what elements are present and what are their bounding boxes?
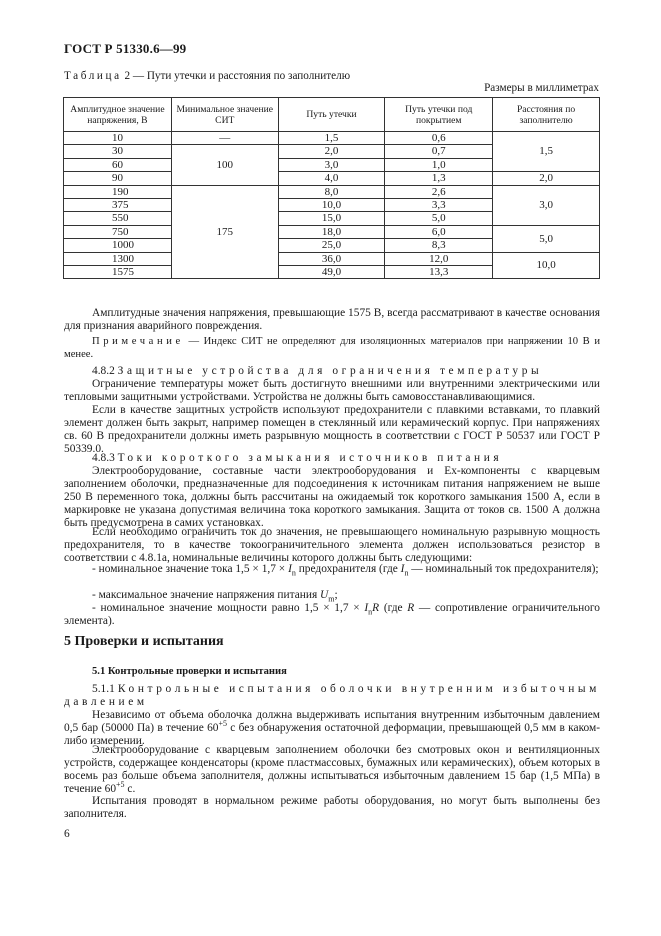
cell-voltage: 60 xyxy=(64,158,172,171)
cell-creep: 25,0 xyxy=(278,239,385,252)
table-header-row xyxy=(64,98,600,132)
list-text: (где xyxy=(379,602,408,614)
cell-distance: 3,0 xyxy=(493,185,600,225)
section-4-8-3-heading xyxy=(64,452,600,465)
cell-creep: 18,0 xyxy=(278,225,385,238)
superscript: +5 xyxy=(218,719,227,729)
cell-voltage: 550 xyxy=(64,212,172,225)
header-sit: Минимальное значение СИТ xyxy=(171,98,278,132)
list-text: ; xyxy=(334,589,338,601)
paragraph-text: Электрооборудование с кварцевым заполнением оболочки без смотровых окон и вентиляционных устройств, содержащее конденсаторы (кроме пластмассовых, бумажных или керамических), объем которых в восемь раз больше объема заполнителя, должны испытываться избыточным давлением 15 бар (1,5 МПа) в течение 60 xyxy=(64,744,600,795)
list-text: — номинальный ток предохранителя); xyxy=(408,563,599,575)
table-caption-title: 2 — Пути утечки и расстояния по заполнителю xyxy=(124,70,351,82)
cell-creep-coated: 3,3 xyxy=(385,199,493,212)
paragraph-4-8-2-1: Ограничение температуры может быть достигнуто внешними или внутренними электрическими или тепловыми защитными устройствами. Устройства не должны быть самовосстанавливающимися. xyxy=(64,378,600,403)
section-5-1-heading: 5.1 Контрольные проверки и испытания xyxy=(92,666,287,677)
section-title: Контрольные испытания оболочки внутренним избыточным давлением xyxy=(64,683,600,708)
list-text: - номинальное значение мощности равно 1,5 × 1,7 × xyxy=(92,602,365,614)
list-text: предохранителя (где xyxy=(295,563,401,575)
cell-creep: 3,0 xyxy=(278,158,385,171)
cell-creep-coated: 1,3 xyxy=(385,172,493,185)
paragraph-4-8-3-1: Электрооборудование, составные части электрооборудования и Ex-компоненты с кварцевым заполнением оболочки, предназначенные для подсоединения к источникам питания напряжением не выше 250 В переменного тока, должны быть рассчитаны на ожидаемый ток короткого замыкания 1500 А, если в маркировке не указана допустимая величина тока короткого замыкания. Защита от токов св. 1500 А должна быть предусмотрена в самих установках. xyxy=(64,465,600,529)
section-number: 5.1.1 xyxy=(92,683,118,695)
list-item-voltage xyxy=(64,589,600,602)
cell-voltage: 10 xyxy=(64,132,172,145)
cell-sit: 100 xyxy=(171,145,278,185)
note-text: — Индекс СИТ не определяют для изоляционных материалов при напряжении 10 В и менее. xyxy=(64,336,600,360)
symbol-i: I xyxy=(364,602,369,614)
list-text: - максимальное значение напряжения питания xyxy=(92,589,321,601)
subscript: n xyxy=(404,568,409,578)
header-voltage: Амплитудное значение напряжения, В xyxy=(64,98,172,132)
list-item-current xyxy=(64,563,600,576)
superscript: +5 xyxy=(116,779,125,789)
cell-creep: 49,0 xyxy=(278,266,385,279)
paragraph-5-1-1-3: Испытания проводят в нормальном режиме работы оборудования, но могут быть выполнены без заполнителя. xyxy=(64,795,600,820)
table-units: Размеры в миллиметрах xyxy=(484,82,599,94)
cell-creep: 2,0 xyxy=(278,145,385,158)
section-title: Токи короткого замыкания источников питания xyxy=(117,452,503,464)
table-row xyxy=(64,132,600,145)
cell-creep-coated: 0,6 xyxy=(385,132,493,145)
header-creep: Путь утечки xyxy=(278,98,385,132)
cell-creep: 15,0 xyxy=(278,212,385,225)
cell-sit: 175 xyxy=(171,185,278,279)
table-caption xyxy=(64,70,350,82)
list-item-power xyxy=(64,602,600,628)
cell-voltage: 1575 xyxy=(64,266,172,279)
cell-voltage: 1300 xyxy=(64,252,172,265)
cell-distance: 1,5 xyxy=(493,132,600,172)
cell-voltage: 30 xyxy=(64,145,172,158)
cell-voltage: 375 xyxy=(64,199,172,212)
cell-creep: 10,0 xyxy=(278,199,385,212)
header-creep-coated: Путь утечки под покрытием xyxy=(385,98,493,132)
cell-creep: 8,0 xyxy=(278,185,385,198)
note-word: Примечание xyxy=(92,336,184,347)
standard-header: ГОСТ Р 51330.6—99 xyxy=(64,41,187,56)
paragraph-4-8-3-2: Если необходимо ограничить ток до значения, не превышающего номинальную разрывную мощность предохранителя, то в качестве токоограничительного элемента должен использоваться резистор в соответствии с 4.8.1а, номинальные величины которого должны быть следующими: xyxy=(64,526,600,564)
table-note xyxy=(64,336,600,362)
symbol-r: R xyxy=(372,602,380,614)
symbol-u: U xyxy=(320,589,329,601)
table-caption-word: Таблица xyxy=(64,70,122,82)
paragraph-text: с без обнаружения остаточной деформации, превышающей 0,5 мм в каком-либо измерении. xyxy=(64,721,601,747)
header-distance: Расстояния по заполнителю xyxy=(493,98,600,132)
section-title: Защитные устройства для ограничения температуры xyxy=(117,365,543,377)
symbol-r: R xyxy=(407,602,415,614)
cell-creep: 4,0 xyxy=(278,172,385,185)
symbol-i: I xyxy=(288,563,292,575)
cell-creep-coated: 6,0 xyxy=(385,225,493,238)
paragraph-5-1-1-2 xyxy=(64,744,600,796)
list-text: — сопротивление ограничительного элемента). xyxy=(64,602,600,627)
cell-creep-coated: 0,7 xyxy=(385,145,493,158)
cell-creep-coated: 13,3 xyxy=(385,266,493,279)
cell-creep: 1,5 xyxy=(278,132,385,145)
cell-creep-coated: 12,0 xyxy=(385,252,493,265)
paragraph-5-1-1-1 xyxy=(64,709,600,748)
cell-creep: 36,0 xyxy=(278,252,385,265)
cell-voltage: 90 xyxy=(64,172,172,185)
cell-creep-coated: 1,0 xyxy=(385,158,493,171)
creepage-table xyxy=(63,97,600,279)
cell-creep-coated: 2,6 xyxy=(385,185,493,198)
list-text: - номинальное значение тока 1,5 × 1,7 × xyxy=(92,563,289,575)
cell-distance: 2,0 xyxy=(493,172,600,185)
table-row xyxy=(64,185,600,198)
subscript: m xyxy=(328,594,335,604)
section-5-1-1-heading xyxy=(64,683,600,709)
paragraph-text: с. xyxy=(124,782,136,795)
paragraph-text: Независимо от объема оболочка должна выдерживать испытания внутренним избыточным давлением 0,5 бар (50000 Па) в течение 60 xyxy=(64,709,600,734)
section-4-8-2-heading xyxy=(64,365,600,378)
table-row xyxy=(64,225,600,238)
paragraph-4-8-2-2: Если в качестве защитных устройств используют предохранители с плавкими вставками, то плавкий элемент должен быть закрыт, например помещен в стеклянный или керамический корпус. При напряжениях св. 60 В предохранители должны иметь разрывную мощность в соответствии с ГОСТ Р 50537 или ГОСТ Р 50339.0. xyxy=(64,404,600,455)
cell-sit: — xyxy=(171,132,278,145)
section-5-heading: 5 Проверки и испытания xyxy=(64,634,224,649)
subscript: n xyxy=(368,607,373,617)
cell-distance: 5,0 xyxy=(493,225,600,252)
cell-distance: 10,0 xyxy=(493,252,600,279)
section-number: 4.8.2 xyxy=(92,365,118,377)
subscript: n xyxy=(291,568,296,578)
cell-voltage: 750 xyxy=(64,225,172,238)
symbol-i: I xyxy=(400,563,405,575)
page-number: 6 xyxy=(64,828,70,840)
cell-creep-coated: 5,0 xyxy=(385,212,493,225)
table-row xyxy=(64,172,600,185)
paragraph-amplitude: Амплитудные значения напряжения, превышающие 1575 В, всегда рассматривают в качестве основания для признания аварийного повреждения. xyxy=(64,307,600,332)
cell-voltage: 1000 xyxy=(64,239,172,252)
table-row xyxy=(64,252,600,265)
cell-creep-coated: 8,3 xyxy=(385,239,493,252)
section-number: 4.8.3 xyxy=(92,452,118,464)
cell-voltage: 190 xyxy=(64,185,172,198)
